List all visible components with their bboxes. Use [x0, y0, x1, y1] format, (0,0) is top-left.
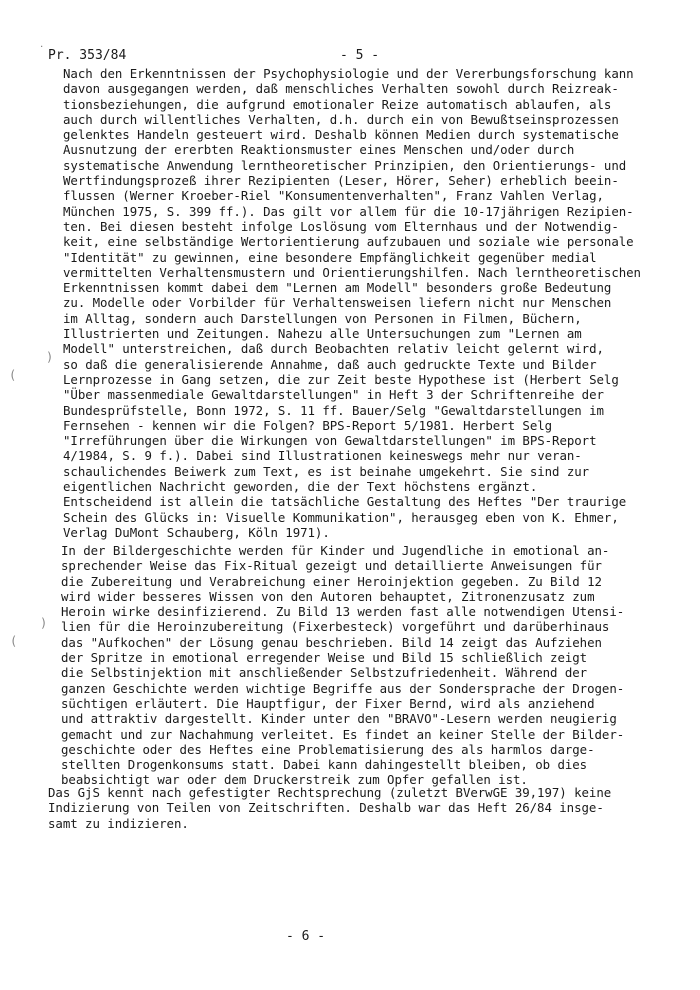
body-paragraph: In der Bildergeschichte werden für Kinder und Jugendliche in emotional an- sprechender Weise das Fix-Ritual gezeigt und detaillierte Anweisungen für die Zubereitung und Verabreichung einer Heroinjektion gegeben. Zu Bild 12 wird wider besseres Wissen von den Autoren behauptet, Zitronenzusatz zum Heroin wirke desinfizierend. Zu Bild 13 werden fast alle notwendigen Utensi- lien für die Heroinzubereitung (Fixerbesteck) vorgeführt und darüberhinaus das "Aufkochen" der Lösung genau beschrieben. Bild 14 zeigt das Aufziehen der Spritze in emotional erregender Weise und Bild 15 schließlich zeigt die Selbstinjektion mit anschließender Selbstzufriedenheit. Während der ganzen Geschichte werden wichtige Begriffe aus der Sondersprache der Drogen- süchtigen erläutert. Die Hauptfigur, der Fixer Bernd, wird als anziehend und attraktiv dargestellt. Kinder unter den "BRAVO"-Lesern werden neugierig gemacht und zur Nachahmung verleitet. Es findet an keiner Stelle der Bilder- geschichte oder des Heftes eine Problematisierung des als harmlos darge- stellten Drogenkonsums statt. Dabei kann dahingestellt bleiben, ob dies beabsichtigt war oder dem Druckerstreik zum Opfer gefallen ist. [61, 543, 625, 788]
scan-speck: ( [10, 634, 18, 648]
case-reference: Pr. 353/84 [48, 48, 127, 63]
conclusion-paragraph: Das GjS kennt nach gefestigter Rechtsprechung (zuletzt BVerwGE 39,197) keine Indizierung von Teilen von Zeitschriften. Deshalb war das Heft 26/84 insge- samt zu indizieren. [48, 785, 612, 831]
scan-speck: ( [9, 368, 17, 382]
next-page-number: - 6 - [286, 929, 326, 944]
scan-speck: ) [46, 350, 54, 364]
scan-speck: ) [40, 616, 48, 630]
footnote-paragraph: Nach den Erkenntnissen der Psychophysiologie und der Vererbungsforschung kann davon ausgegangen werden, daß menschliches Verhalten sowohl durch Reizreak- tionsbeziehungen, die aufgrund emotionaler Reize automatisch ablaufen, als auch durch willentliches Verhalten, d.h. durch ein von Bewußtseinsprozessen gelenktes Handeln gesteuert wird. Deshalb können Medien durch systematische Ausnutzung der ererbten Reaktionsmuster eines Menschen und/oder durch systematische Anwendung lerntheoretischer Prinzipien, den Orientierungs- und Wertfindungsprozeß ihrer Rezipienten (Leser, Hörer, Seher) erheblich beein- flussen (Werner Kroeber-Riel "Konsumentenverhalten", Franz Vahlen Verlag, München 1975, S. 399 ff.). Das gilt vor allem für die 10-17jährigen Rezipien- ten. Bei diesen besteht infolge Loslösung vom Elternhaus und der Notwendig- keit, eine selbständige Wertorientierung aufzubauen und soziale wie personale "Identität" zu gewinnen, eine besondere Empfänglichkeit gegenüber medial vermittelten Verhaltensmustern und Orientierungshilfen. Nach lerntheoretischen Erkenntnissen kommt dabei dem "Lernen am Modell" besonders große Bedeutung zu. Modelle oder Vorbilder für Verhaltensweisen liefern nicht nur Menschen im Alltag, sondern auch Darstellungen von Personen in Filmen, Büchern, Illustrierten und Zeitungen. Nahezu alle Untersuchungen zum "Lernen am Modell" unterstreichen, daß durch Beobachten relativ leicht gelernt wird, so daß die generalisierende Annahme, daß auch gedruckte Texte und Bilder Lernprozesse in Gang setzen, die zur Zeit beste Hypothese ist (Herbert Selg "Über massenmediale Gewaltdarstellungen" in Heft 3 der Schriftenreihe der Bundesprüfstelle, Bonn 1972, S. 11 ff. Bauer/Selg "Gewaltdarstellungen im Fernsehen - kennen wir die Folgen? BPS-Report 5/1981. Herbert Selg "Irreführungen über die Wirkungen von Gewaltdarstellungen" im BPS-Report 4/1984, S. 9 f.). Dabei sind Illustrationen keineswegs mehr nur veran- schaulichendes Beiwerk zum Text, es ist beinahe umgekehrt. Sie sind zur eigentlichen Nachricht geworden, die der Text höchstens ergänzt. Entscheidend ist allein die tatsächliche Gestaltung des Heftes "Der traurige Schein des Glücks in: Visuelle Kommunikation", herausgeg eben von K. Ehmer, Verlag DuMont Schauberg, Köln 1971). [63, 66, 641, 540]
scan-speck: ˙ [38, 44, 46, 58]
page-number: - 5 - [340, 48, 380, 63]
